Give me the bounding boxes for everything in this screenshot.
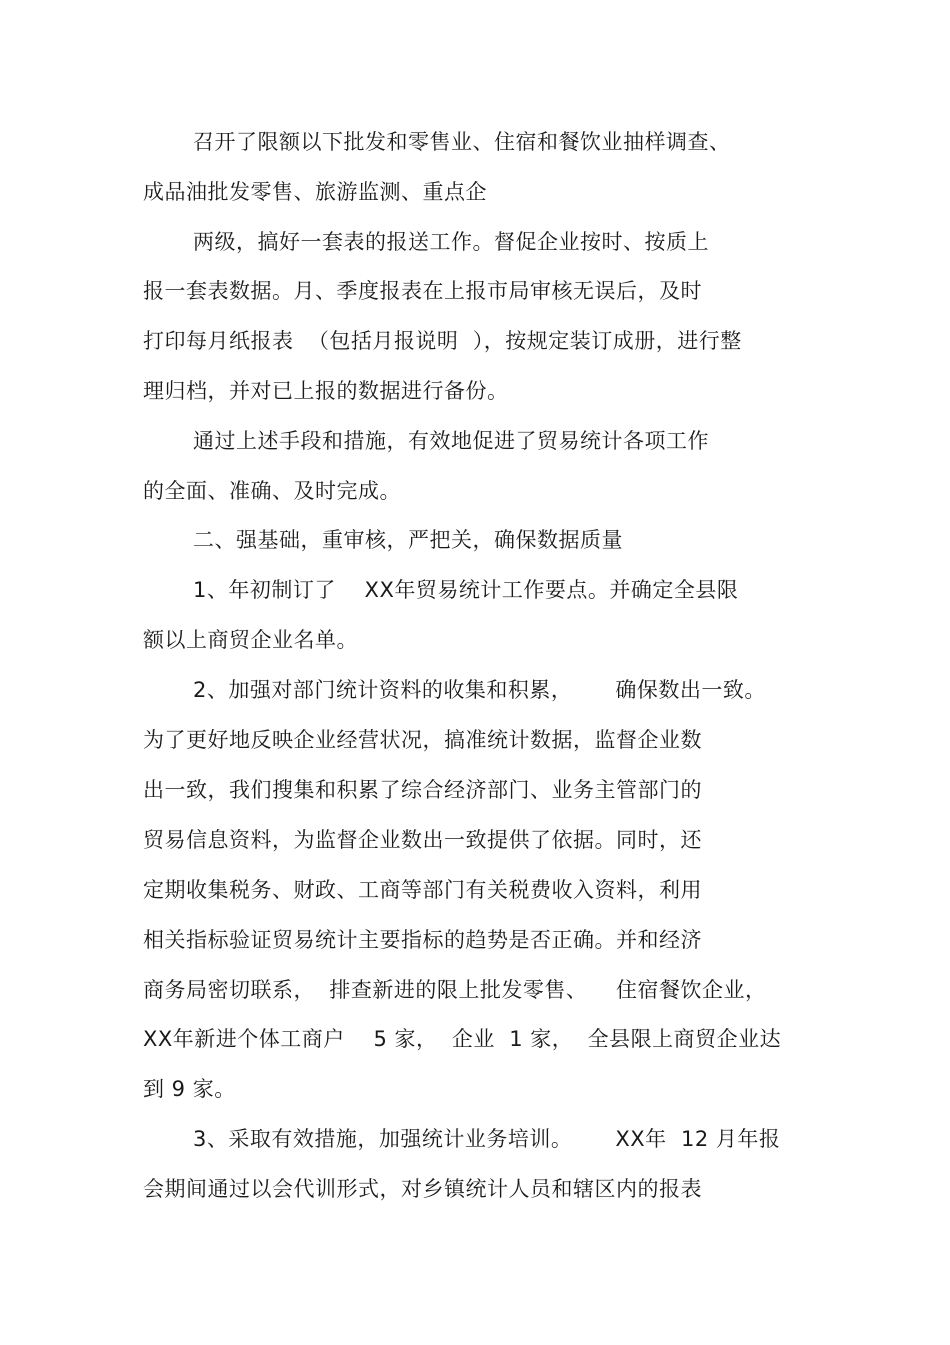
text-line: 出一致，我们搜集和积累了综合经济部门、业务主管部门的 bbox=[143, 778, 702, 802]
text-line: 打印每月纸报表 （包括月报说明 ），按规定装订成册，进行整 bbox=[143, 329, 742, 353]
text-line: 理归档，并对已上报的数据进行备份。 bbox=[143, 379, 509, 403]
text-line: 商务局密切联系， 排查新进的限上批发零售、 住宿餐饮企业， bbox=[143, 978, 767, 1002]
text-line: 贸易信息资料，为监督企业数出一致提供了依据。同时，还 bbox=[143, 828, 702, 852]
text-line: XX年新进个体工商户 5 家， 企业 1 家， 全县限上商贸企业达 bbox=[143, 1027, 782, 1051]
text-line: 相关指标验证贸易统计主要指标的趋势是否正确。并和经济 bbox=[143, 928, 702, 952]
text-line: 到 9 家。 bbox=[143, 1077, 236, 1101]
text-line: 额以上商贸企业名单。 bbox=[143, 628, 358, 652]
text-line: 会期间通过以会代训形式，对乡镇统计人员和辖区内的报表 bbox=[143, 1177, 702, 1201]
text-line: 定期收集税务、财政、工商等部门有关税费收入资料，利用 bbox=[143, 878, 702, 902]
text-line: 两级，搞好一套表的报送工作。督促企业按时、按质上 bbox=[193, 230, 709, 254]
text-line: 报一套表数据。月、季度报表在上报市局审核无误后，及时 bbox=[143, 279, 702, 303]
text-line: 为了更好地反映企业经营状况，搞准统计数据，监督企业数 bbox=[143, 728, 702, 752]
text-line: 成品油批发零售、旅游监测、重点企 bbox=[143, 180, 487, 204]
text-line: 2、加强对部门统计资料的收集和积累， 确保数出一致。 bbox=[193, 678, 766, 702]
text-line: 1、年初制订了 XX年贸易统计工作要点。并确定全县限 bbox=[193, 578, 739, 602]
text-line: 通过上述手段和措施，有效地促进了贸易统计各项工作 bbox=[193, 429, 709, 453]
text-line: 召开了限额以下批发和零售业、住宿和餐饮业抽样调查、 bbox=[193, 130, 731, 154]
text-line: 的全面、准确、及时完成。 bbox=[143, 479, 401, 503]
text-line: 3、采取有效措施，加强统计业务培训。 XX年 12 月年报 bbox=[193, 1127, 781, 1151]
section-heading: 二、强基础，重审核，严把关，确保数据质量 bbox=[193, 528, 623, 552]
